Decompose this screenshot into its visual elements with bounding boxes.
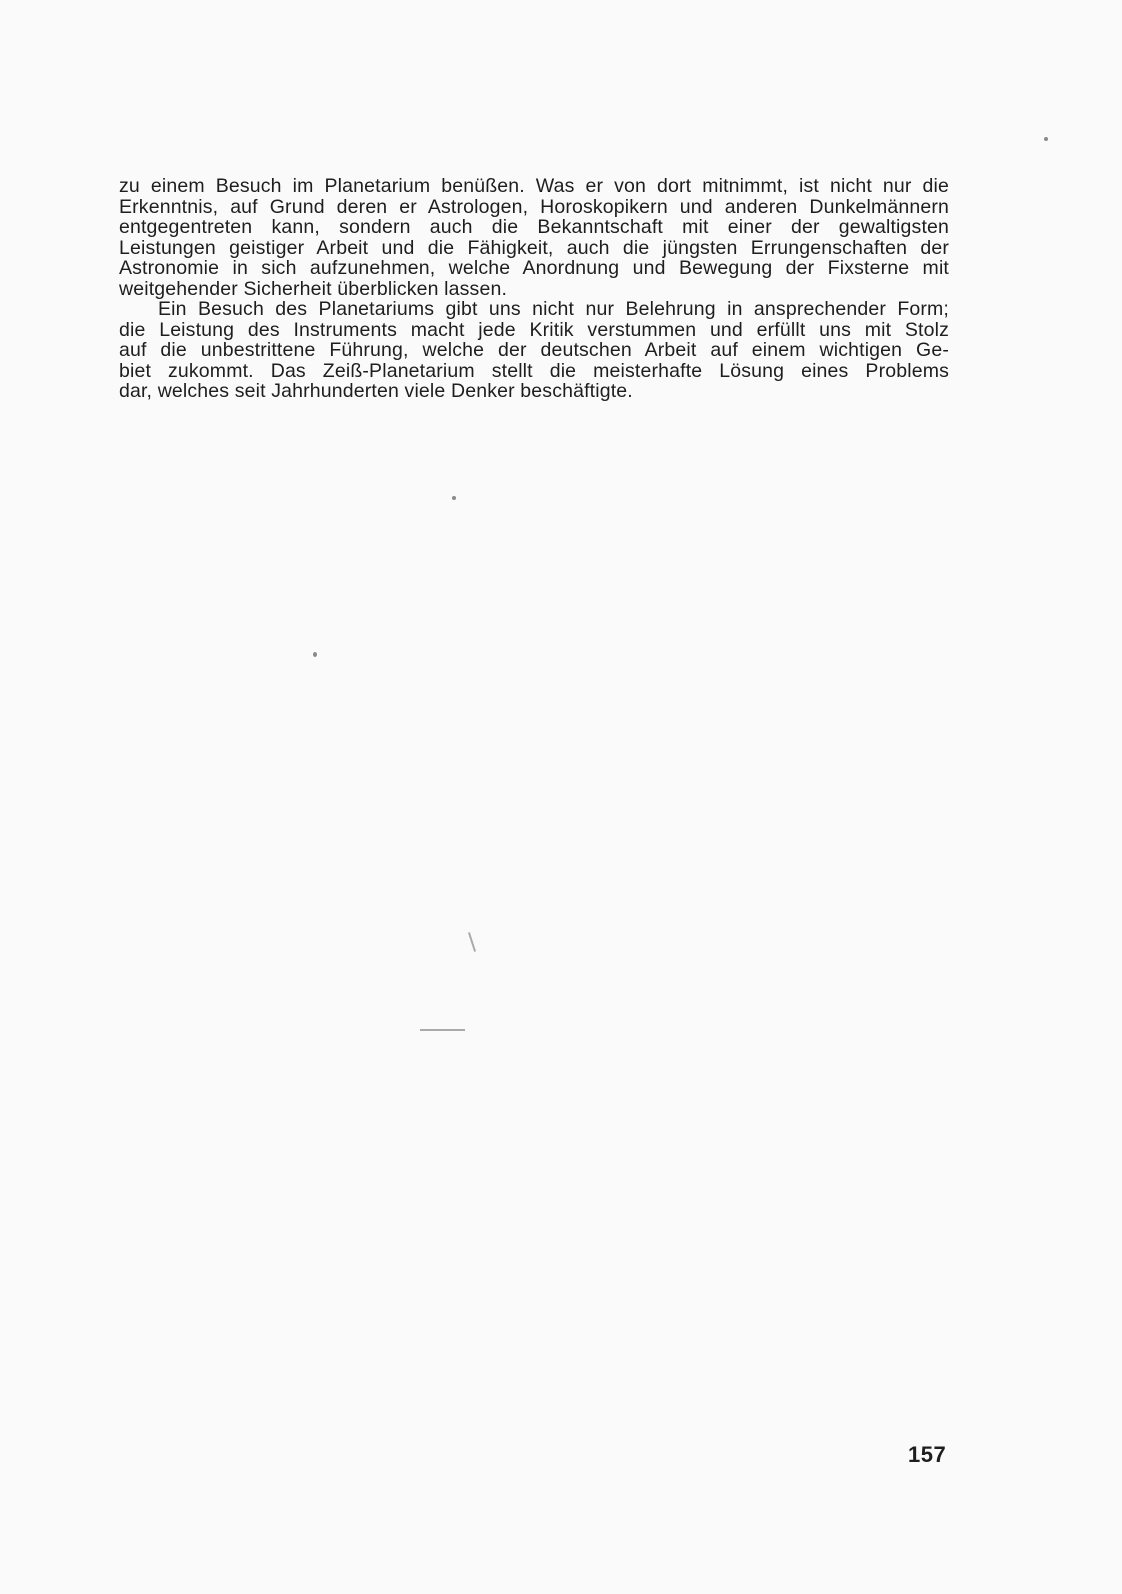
paragraph-1	[119, 176, 949, 299]
text-line: biet zukommt. Das Zeiß-Planetarium stellt die meisterhafte Lösung eines Problems	[119, 359, 949, 382]
body-text	[119, 176, 949, 402]
text-line: weitgehender Sicherheit überblicken lassen.	[119, 277, 508, 300]
paragraph-2	[119, 299, 949, 402]
text-line: dar, welches seit Jahrhunderten viele Denker beschäftigte.	[119, 380, 633, 402]
page-number: 157	[908, 1442, 947, 1467]
scan-mark	[420, 1029, 465, 1031]
scan-speck	[452, 496, 456, 500]
scan-speck	[1044, 137, 1048, 141]
text-line: Ein Besuch des Planetariums gibt uns nicht nur Belehrung in ansprechender Form;	[158, 298, 949, 320]
text-line: Astronomie in sich aufzunehmen, welche Anordnung und Bewegung der Fixsterne mit	[119, 257, 949, 279]
scan-mark	[468, 932, 476, 952]
text-line: zu einem Besuch im Planetarium benüßen. Was er von dort mitnimmt, ist nicht nur die	[119, 175, 949, 197]
text-line: Erkenntnis, auf Grund deren er Astrologen, Horoskopikern und anderen Dunkelmännern	[119, 195, 949, 218]
text-line: entgegentreten kann, sondern auch die Bekanntschaft mit einer der gewaltigsten	[119, 216, 949, 238]
text-line: auf die unbestrittene Führung, welche der deutschen Arbeit auf einem wichtigen Ge-	[119, 339, 949, 361]
scan-speck	[313, 652, 317, 657]
text-line: Leistungen geistiger Arbeit und die Fähigkeit, auch die jüngsten Errungenschaften der	[119, 236, 949, 259]
text-line: die Leistung des Instruments macht jede Kritik verstummen und erfüllt uns mit Stolz	[119, 318, 949, 341]
